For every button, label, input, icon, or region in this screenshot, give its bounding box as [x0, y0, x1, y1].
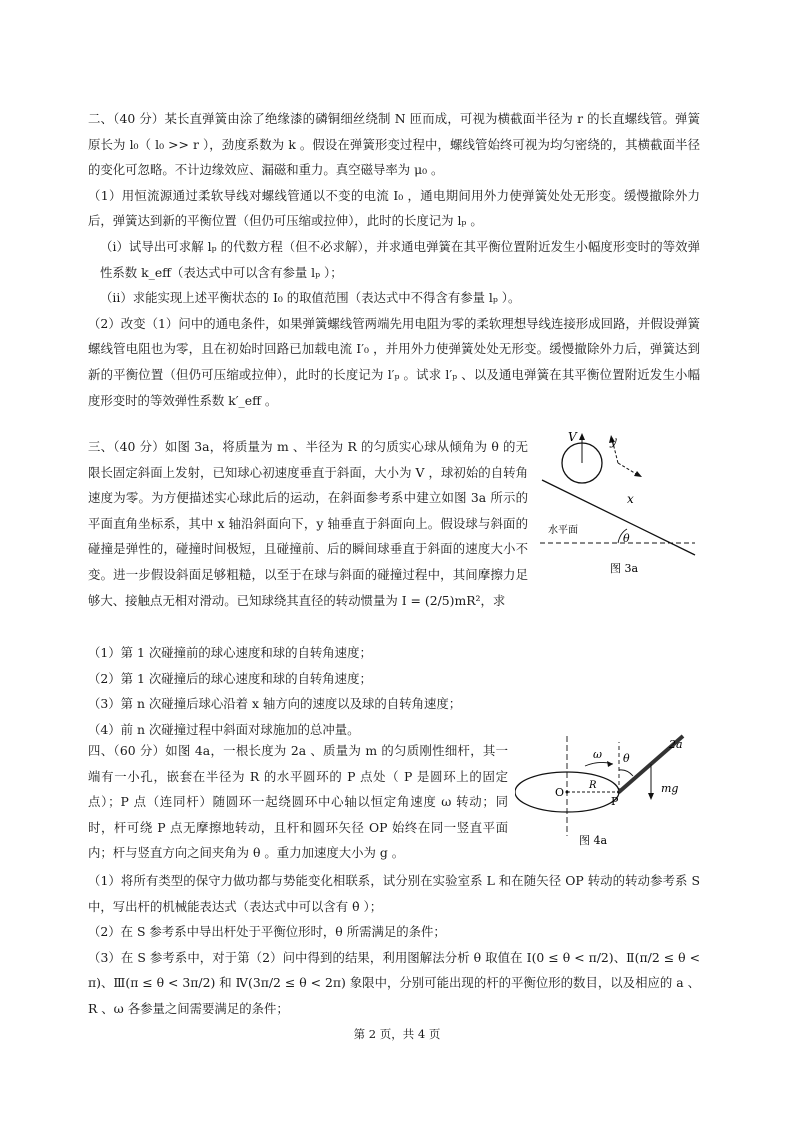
angle-label: θ	[623, 532, 630, 545]
y-axis-label: y	[610, 434, 617, 448]
q4-part-2: （2）在 S 参考系中导出杆处于平衡位形时，θ 所需满足的条件；	[88, 924, 446, 940]
label-P: P	[611, 795, 619, 808]
x-axis-arrowhead	[634, 471, 642, 477]
q3-part-2: （2）第 1 次碰撞后的球心速度和球的自转角速度；	[88, 670, 372, 686]
figure-4a-caption: 图 4a	[579, 834, 608, 847]
figure-4a	[515, 732, 705, 850]
omega-arrowhead	[607, 761, 613, 767]
q3-part-3: （3）第 n 次碰撞后球心沿着 x 轴方向的速度以及球的自转角速度；	[88, 696, 462, 712]
q4-part-3: （3）在 S 参考系中，对于第（2）问中得到的结果，利用图解法分析 θ 取值在 Ⅰ(0 ≤ θ < π/2)、Ⅱ(π/2 ≤ θ < π)、Ⅲ(π ≤ θ < 3π/2) 和 Ⅳ(3π/2 ≤ θ < 2π) 象限中，分别可能出现的杆的平衡位形的数目，以及相应的 a 、R 、ω 各参量之间需要满足的条件；	[88, 949, 700, 1016]
q2-part-2: （2）改变（1）问中的通电条件，如果弹簧螺线管两端先用电阻为零的柔软理想导线连接形成回路，并假设弹簧螺线管电阻也为零，且在初始时回路已加载电流 I′₀ ，并用外力使弹簧处处无形变。缓慢撤除外力后，弹簧达到新的平衡位置（但仍可压缩或拉伸），此时的长度记为 l′ₚ 。试求 l′ₚ 、以及通电弹簧在其平衡位置附近发生小幅度形变时的等效弹性系数 k′_eff 。	[88, 315, 700, 408]
page-footer: 第 2 页，共 4 页	[353, 1027, 441, 1041]
q2-part-1: （1）用恒流源通过柔软导线对螺线管通以不变的电流 I₀ ，通电期间用外力使弹簧处处无形变。缓慢撤除外力后，弹簧达到新的平衡位置（但仍可压缩或拉伸），此时的长度记为 lₚ 。	[88, 187, 700, 229]
q2-part-1-i: （i）试导出可求解 lₚ 的代数方程（但不必求解），并求通电弹簧在其平衡位置附近发生小幅度形变时的等效弹性系数 k_eff（表达式中可以含有参量 lₚ ）；	[100, 238, 700, 280]
question-4-stem	[88, 738, 508, 866]
question-3-stem	[88, 434, 528, 613]
figure-3a	[530, 425, 710, 575]
ground-label: 水平面	[548, 525, 578, 536]
q4-part-1: （1）将所有类型的保守力做功都与势能变化相联系，试分别在实验室系 L 和在随矢径 OP 转动的转动参考系 S 中，写出杆的机械能表达式（表达式中可以含有 θ̇ ）；	[88, 873, 700, 914]
x-axis-arrow	[618, 463, 638, 475]
q3-part-4: （4）前 n 次碰撞过程中斜面对球施加的总冲量。	[88, 721, 360, 737]
label-2a: 2a	[669, 738, 683, 751]
velocity-label: V	[568, 430, 577, 444]
label-O: O	[555, 786, 565, 799]
q4-stem: 四、（60 分）如图 4a，一根长度为 2a 、质量为 m 的匀质刚性细杆，其一端有一小孔，嵌套在半径为 R 的水平圆环的 P 点处（ P 是圆环上的固定点）；P 点（连同杆）随圆环一起绕圆环中心轴以恒定角速度 ω 转动；同时，杆可绕 P 点无摩擦地转动，且杆和圆环矢径 OP 始终在同一竖直平面内；杆与竖直方向之间夹角为 θ 。重力加速度大小为 g 。	[88, 743, 508, 861]
label-omega: ω	[593, 748, 602, 761]
label-R: R	[589, 780, 597, 791]
question-3-parts	[88, 640, 700, 742]
velocity-arrowhead	[579, 433, 585, 440]
q3-part-1: （1）第 1 次碰撞前的球心速度和球的自转角速度；	[88, 645, 372, 660]
x-axis-label: x	[627, 492, 634, 506]
figure-3a-caption: 图 3a	[610, 562, 639, 575]
question-4-parts	[88, 868, 700, 1022]
label-theta: θ	[623, 752, 630, 765]
question-2	[88, 106, 700, 413]
label-mg: mg	[661, 782, 679, 795]
q2-part-1-ii: （ii）求能实现上述平衡状态的 I₀ 的取值范围（表达式中不得含有参量 lₚ ）。	[100, 290, 521, 306]
q3-stem: 三、（40 分）如图 3a，将质量为 m 、半径为 R 的匀质实心球从倾角为 θ 的无限长固定斜面上发射，已知球心初速度垂直于斜面，大小为 V ，球初始的自转角速度为零。为方便描述实心球此后的运动，在斜面参考系中建立如图 3a 所示的平面直角坐标系，其中 x 轴沿斜面向下，y 轴垂直于斜面向上。假设球与斜面的碰撞是弹性的，碰撞时间极短，且碰撞前、后的瞬间球垂直于斜面的速度大小不变。进一步假设斜面足够粗糙，以至于在球与斜面的碰撞过程中，其间摩擦力足够大、接触点无相对滑动。已知球绕其直径的转动惯量为 I = (2/5)mR²，求	[88, 439, 528, 608]
q2-stem: 二、（40 分）某长直弹簧由涂了绝缘漆的磷铜细丝绕制 N 匝而成，可视为横截面半径为 r 的长直螺线管。弹簧原长为 l₀（ l₀ >> r ），劲度系数为 k 。假设在弹簧形变过程中，螺线管始终可视为均匀密绕的，其横截面半径的变化可忽略。不计边缘效应、漏磁和重力。真空磁导率为 μ₀ 。	[88, 111, 700, 178]
incline-line	[542, 480, 695, 555]
theta-arc	[619, 770, 633, 776]
gravity-arrowhead	[648, 793, 654, 800]
point-O	[566, 791, 569, 794]
